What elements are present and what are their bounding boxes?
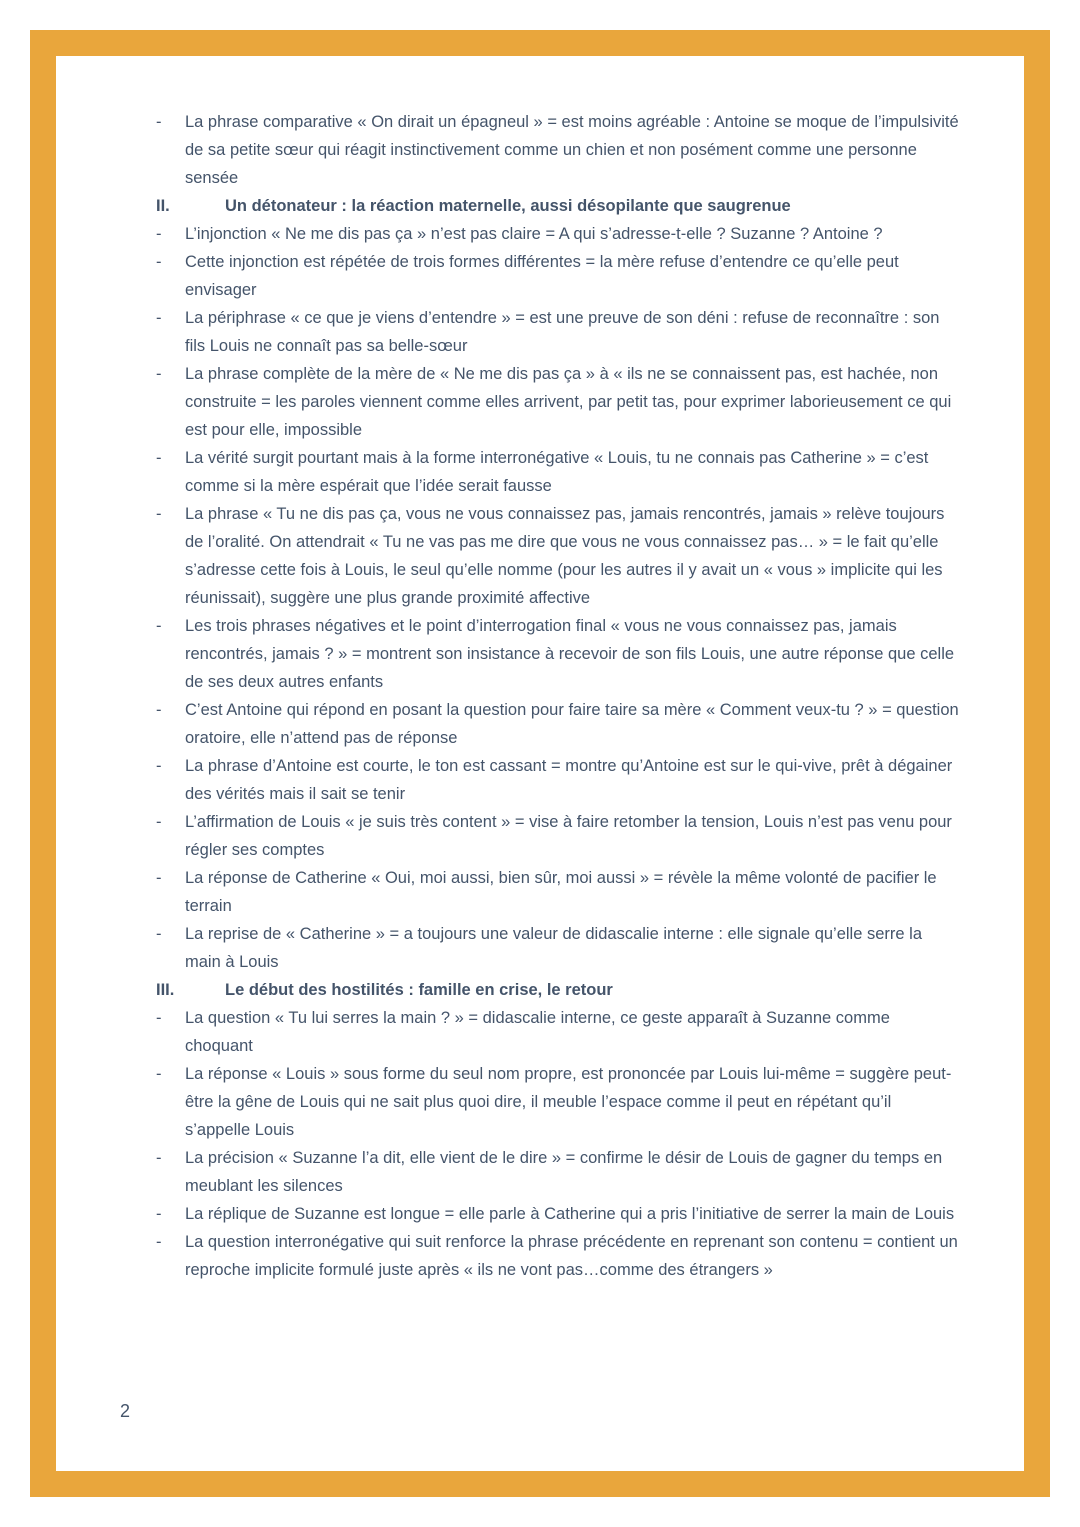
bullet-dash: - <box>156 253 162 271</box>
bullet-dash: - <box>156 1233 162 1251</box>
bullet-dash: - <box>156 1205 162 1223</box>
bullet-text: La phrase « Tu ne dis pas ça, vous ne vous connaissez pas, jamais rencontrés, jamais » relève toujours de l’oralité. On attendrait « Tu ne vas pas me dire que vous ne vous connaissez pas… » = le fait qu’elle s’adresse cette fois à Louis, le seul qu’elle nomme (pour les autres il y avait un « vous » implicite qui les réunissait), suggère une plus grande proximité affective <box>185 505 945 607</box>
bullet-item <box>156 444 960 500</box>
bullet-item <box>156 864 960 920</box>
bullet-dash: - <box>156 925 162 943</box>
bullet-text: La reprise de « Catherine » = a toujours une valeur de didascalie interne : elle signale qu’elle serre la main à Louis <box>185 925 922 971</box>
bullet-dash: - <box>156 505 162 523</box>
bullet-text: La phrase d’Antoine est courte, le ton est cassant = montre qu’Antoine est sur le qui-vive, prêt à dégainer des vérités mais il sait se tenir <box>185 757 953 803</box>
bullet-text: La question « Tu lui serres la main ? » = didascalie interne, ce geste apparaît à Suzanne comme choquant <box>185 1009 890 1055</box>
bullet-dash: - <box>156 757 162 775</box>
heading-number: II. <box>156 197 170 215</box>
page-body <box>56 56 1024 1471</box>
bullet-item <box>156 108 960 192</box>
bullet-item <box>156 248 960 304</box>
bullet-item <box>156 220 960 248</box>
bullet-text: La phrase complète de la mère de « Ne me dis pas ça » à « ils ne se connaissent pas, est hachée, non construite = les paroles viennent comme elles arrivent, par petit tas, pour exprimer laborieusement ce qui est pour elle, impossible <box>185 365 952 439</box>
heading-text: Un détonateur : la réaction maternelle, aussi désopilante que saugrenue <box>225 197 791 215</box>
bullet-item <box>156 500 960 612</box>
bullet-item <box>156 360 960 444</box>
heading-number: III. <box>156 981 175 999</box>
bullet-text: La précision « Suzanne l’a dit, elle vient de le dire » = confirme le désir de Louis de gagner du temps en meublant les silences <box>185 1149 943 1195</box>
bullet-item <box>156 612 960 696</box>
page-border-frame <box>30 30 1050 1497</box>
bullet-text: La phrase comparative « On dirait un épagneul » = est moins agréable : Antoine se moque de l’impulsivité de sa petite sœur qui réagit instinctivement comme un chien et non posément comme une personne sensée <box>185 113 959 187</box>
bullet-dash: - <box>156 1065 162 1083</box>
heading-text: Le début des hostilités : famille en crise, le retour <box>225 981 613 999</box>
bullet-item <box>156 752 960 808</box>
page-number: 2 <box>120 1401 131 1421</box>
bullet-item <box>156 1060 960 1144</box>
bullet-dash: - <box>156 365 162 383</box>
bullet-dash: - <box>156 617 162 635</box>
bullet-text: La périphrase « ce que je viens d’entendre » = est une preuve de son déni : refuse de reconnaître : son fils Louis ne connaît pas sa belle-sœur <box>185 309 940 355</box>
bullet-item <box>156 304 960 360</box>
bullet-text: Les trois phrases négatives et le point d’interrogation final « vous ne vous connaissez pas, jamais rencontrés, jamais ? » = montrent son insistance à recevoir de son fils Louis, une autre réponse que celle de ses deux autres enfants <box>185 617 955 691</box>
bullet-dash: - <box>156 113 162 131</box>
bullet-dash: - <box>156 449 162 467</box>
bullet-text: La vérité surgit pourtant mais à la forme interronégative « Louis, tu ne connais pas Catherine » = c’est comme si la mère espérait que l’idée serait fausse <box>185 449 929 495</box>
content-list <box>156 108 960 1284</box>
bullet-text: L’injonction « Ne me dis pas ça » n’est pas claire = A qui s’adresse-t-elle ? Suzanne ? Antoine ? <box>185 225 883 243</box>
bullet-item <box>156 920 960 976</box>
bullet-dash: - <box>156 1009 162 1027</box>
bullet-text: C’est Antoine qui répond en posant la question pour faire taire sa mère « Comment veux-tu ? » = question oratoire, elle n’attend pas de réponse <box>185 701 959 747</box>
bullet-dash: - <box>156 869 162 887</box>
bullet-text: La réplique de Suzanne est longue = elle parle à Catherine qui a pris l’initiative de serrer la main de Louis <box>185 1205 955 1223</box>
bullet-text: L’affirmation de Louis « je suis très content » = vise à faire retomber la tension, Louis n’est pas venu pour régler ses comptes <box>185 813 952 859</box>
bullet-dash: - <box>156 225 162 243</box>
section-heading <box>156 976 960 1004</box>
bullet-item <box>156 1200 960 1228</box>
bullet-text: La réponse « Louis » sous forme du seul nom propre, est prononcée par Louis lui-même = suggère peut-être la gêne de Louis qui ne sait plus quoi dire, il meuble l’espace comme il peut en répétant qu’il s’appelle Louis <box>185 1065 952 1139</box>
bullet-dash: - <box>156 701 162 719</box>
bullet-item <box>156 1228 960 1284</box>
bullet-dash: - <box>156 309 162 327</box>
bullet-item <box>156 808 960 864</box>
bullet-item <box>156 1144 960 1200</box>
bullet-text: Cette injonction est répétée de trois formes différentes = la mère refuse d’entendre ce qu’elle peut envisager <box>185 253 899 299</box>
bullet-dash: - <box>156 813 162 831</box>
bullet-item <box>156 696 960 752</box>
bullet-text: La réponse de Catherine « Oui, moi aussi, bien sûr, moi aussi » = révèle la même volonté de pacifier le terrain <box>185 869 937 915</box>
section-heading <box>156 192 960 220</box>
bullet-item <box>156 1004 960 1060</box>
bullet-dash: - <box>156 1149 162 1167</box>
bullet-text: La question interronégative qui suit renforce la phrase précédente en reprenant son contenu = contient un reproche implicite formulé juste après « ils ne vont pas…comme des étrangers » <box>185 1233 958 1279</box>
